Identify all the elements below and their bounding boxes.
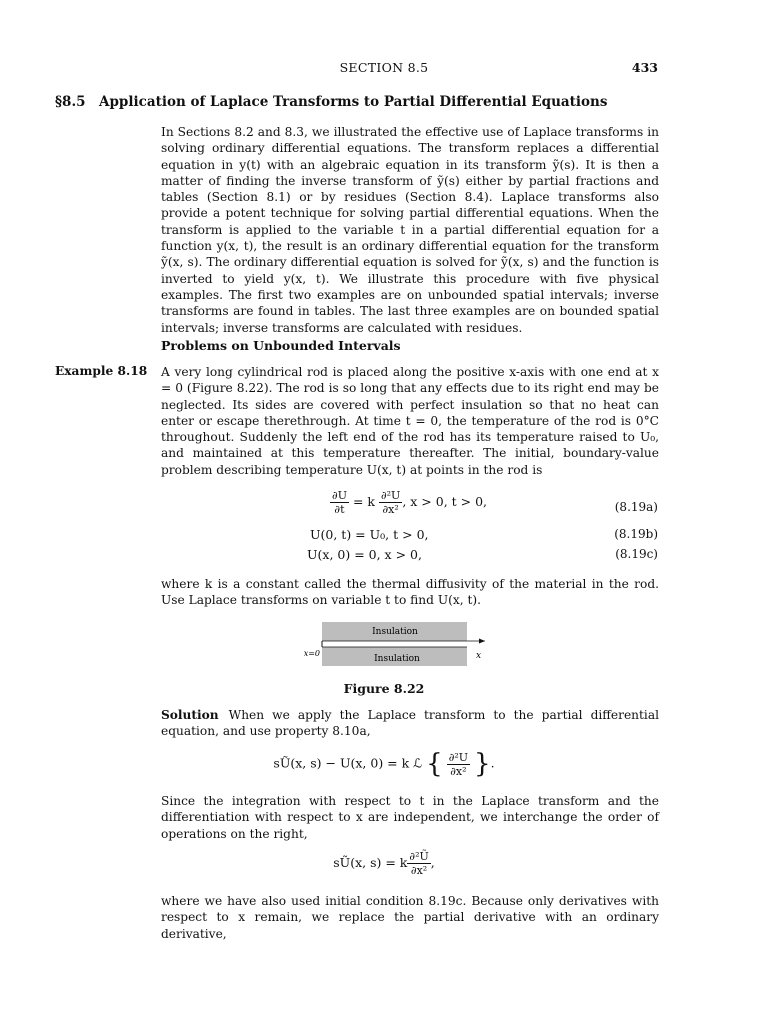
equation-lhs: sŨ(x, s) = k [333, 855, 408, 870]
solution-label: Solution [161, 708, 219, 722]
page-number: 433 [631, 60, 658, 75]
solution-text: When we apply the Laplace transform to the partial differential equation, and use property 8.10a, [161, 708, 659, 739]
interchange-paragraph: Since the integration with respect to t in the Laplace transform and the differentiation with respect to x are independent, we interchange the order of operations on the right, [161, 794, 659, 841]
equation-number: (8.19a) [614, 500, 658, 514]
numerator: ∂²Ũ [409, 850, 429, 863]
equation-8-19a [330, 489, 487, 516]
numerator: ∂²U [380, 489, 401, 502]
fraction [447, 751, 470, 778]
equals-k: = k [348, 494, 375, 509]
fraction [379, 489, 402, 516]
final-paragraph: where we have also used initial condition 8.19c. Because only derivatives with respect to x remain, we replace the partial derivative with an ordinary derivative, [161, 894, 659, 941]
subheading: Problems on Unbounded Intervals [161, 338, 401, 353]
rod [322, 641, 467, 647]
equation-number: (8.19b) [614, 527, 658, 541]
page-header [0, 60, 768, 78]
figure-caption: Figure 8.22 [343, 681, 425, 696]
solution-paragraph [161, 707, 659, 740]
example-label: Example 8.18 [55, 364, 148, 378]
numerator: ∂²U [448, 750, 469, 764]
left-brace-icon: { [426, 749, 443, 779]
ode-equation [0, 850, 768, 877]
right-brace-icon: } [474, 749, 491, 779]
section-title [55, 94, 675, 110]
denominator: ∂x² [450, 764, 467, 778]
axis-label: x [476, 651, 482, 661]
insulation-top-label: Insulation [372, 627, 418, 637]
rod-figure [300, 622, 500, 670]
denominator: ∂x² [410, 864, 428, 877]
section-number: §8.5 [55, 94, 86, 110]
running-head: SECTION 8.5 [339, 60, 429, 75]
transformed-equation [0, 749, 768, 779]
denominator: ∂t [334, 503, 345, 516]
equation-lhs: sŨ(x, s) − U(x, 0) = k ℒ [273, 755, 423, 771]
equation-number: (8.19c) [615, 547, 658, 561]
section-heading: Application of Laplace Transforms to Partial Differential Equations [99, 94, 608, 110]
x-axis-arrow-icon [479, 639, 485, 644]
example-text: A very long cylindrical rod is placed along the positive x-axis with one end at x = 0 (Figure 8.22). The rod is so long that any effects due to its right end may be neglected. Its sides are covered with perfect insulation so that no heat can enter or escape therethrough. At time t = 0, the temperature of the rod is 0°C throughout. Suddenly the left end of the rod has its temperature raised to U₀, and maintained at this temperature thereafter. The initial, boundary-value problem describing temperature U(x, t) at points in the rod is [161, 365, 659, 477]
insulation-bottom-label: Insulation [374, 654, 420, 664]
equation-end: . [490, 755, 495, 771]
equation-end: , [430, 855, 435, 870]
fraction [330, 489, 349, 516]
equation-8-19b: U(0, t) = U₀, t > 0, [310, 527, 429, 542]
fraction [407, 850, 430, 877]
denominator: ∂x² [382, 503, 399, 516]
origin-label: x=0 [303, 649, 320, 658]
equation-8-19c: U(x, 0) = 0, x > 0, [307, 547, 422, 562]
after-equation-paragraph: where k is a constant called the thermal diffusivity of the material in the rod. Use Laplace transforms on variable t to find U(x, t). [161, 577, 659, 608]
intro-paragraph: In Sections 8.2 and 8.3, we illustrated the effective use of Laplace transforms in solving ordinary differential equations. The transform replaces a differential equation in y(t) with an algebraic equation in its transform ỹ(s). It is then a matter of finding the inverse transform of ỹ(s) either by partial fractions and tables (Section 8.1) or by residues (Section 8.4). Laplace transforms also provide a potent technique for solving partial differential equations. When the transform is applied to the variable t in a partial differential equation for a function y(x, t), the result is an ordinary differential equation for the transform ỹ(x, s). The ordinary differential equation is solved for ỹ(x, s) and the function is inverted to yield y(x, t). We illustrate this procedure with five physical examples. The first two examples are on unbounded spatial intervals; inverse transforms are found in tables. The last three examples are on bounded spatial intervals; inverse transforms are calculated with residues. [161, 125, 659, 335]
conditions: , x > 0, t > 0, [402, 494, 488, 509]
numerator: ∂U [332, 489, 347, 502]
